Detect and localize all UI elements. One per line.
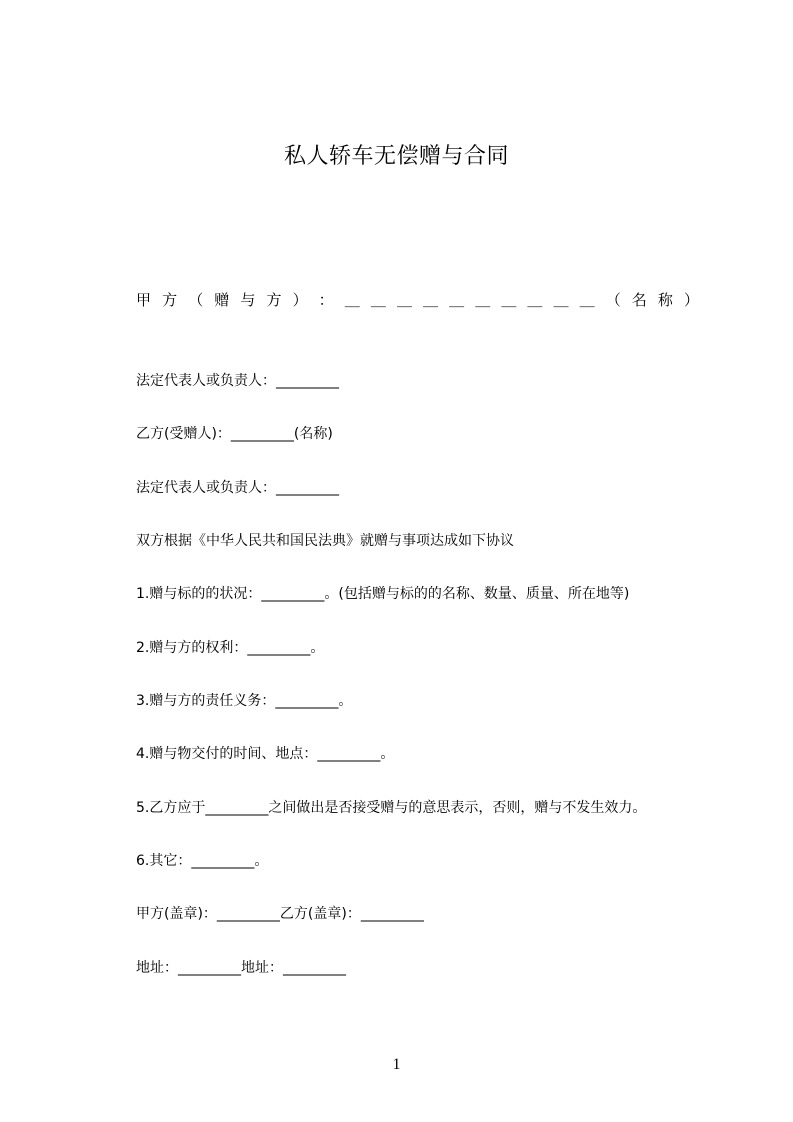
party-b-representative-line: 法定代表人或负责人：_________: [136, 480, 339, 496]
party-a-char: ）: [683, 291, 699, 309]
party-a-blank: ＿: [370, 291, 386, 309]
document-title: 私人轿车无偿赠与合同: [283, 144, 509, 169]
party-a-char: 与: [240, 291, 256, 309]
page-number: 1: [392, 1056, 401, 1073]
party-a-char: （: [605, 291, 621, 309]
clause-4-line: 4.赠与物交付的时间、地点：_________。: [136, 746, 395, 762]
address-line: 地址：_________地址：_________: [136, 960, 346, 976]
party-a-char: （: [188, 291, 204, 309]
party-a-char: 赠: [214, 291, 230, 309]
party-a-blank: ＿: [344, 291, 360, 309]
clause-6-line: 6.其它：_________。: [136, 853, 269, 869]
party-a-char: ）: [292, 291, 308, 309]
party-a-line: [136, 288, 699, 312]
party-b-line: 乙方(受赠人)：_________(名称): [136, 426, 333, 442]
party-a-char: 甲: [136, 291, 152, 309]
party-a-blank: ＿: [449, 291, 465, 309]
party-a-blank: ＿: [423, 291, 439, 309]
clause-2-line: 2.赠与方的权利：_________。: [136, 640, 325, 656]
party-a-blank: ＿: [579, 291, 595, 309]
party-a-blank: ＿: [553, 291, 569, 309]
agreement-intro-line: 双方根据《中华人民共和国民法典》就赠与事项达成如下协议: [136, 533, 514, 549]
clause-5-line: 5.乙方应于_________之间做出是否接受赠与的意思表示，否则，赠与不发生效力。: [136, 800, 647, 816]
clause-1-line: 1.赠与标的的状况：_________。(包括赠与标的的名称、数量、质量、所在地等): [136, 586, 630, 602]
signature-line: 甲方(盖章)：_________乙方(盖章)：_________: [136, 906, 424, 922]
party-a-blank: ＿: [396, 291, 412, 309]
party-a-char: 称: [657, 291, 673, 309]
party-a-representative-line: 法定代表人或负责人：_________: [136, 373, 339, 389]
party-a-char: 方: [266, 291, 282, 309]
party-a-char: 名: [631, 291, 647, 309]
party-a-blank: ＿: [501, 291, 517, 309]
party-a-blank: ＿: [527, 291, 543, 309]
party-a-char: 方: [162, 291, 178, 309]
party-a-char: ：: [318, 291, 334, 309]
party-a-blank: ＿: [475, 291, 491, 309]
clause-3-line: 3.赠与方的责任义务：_________。: [136, 693, 353, 709]
